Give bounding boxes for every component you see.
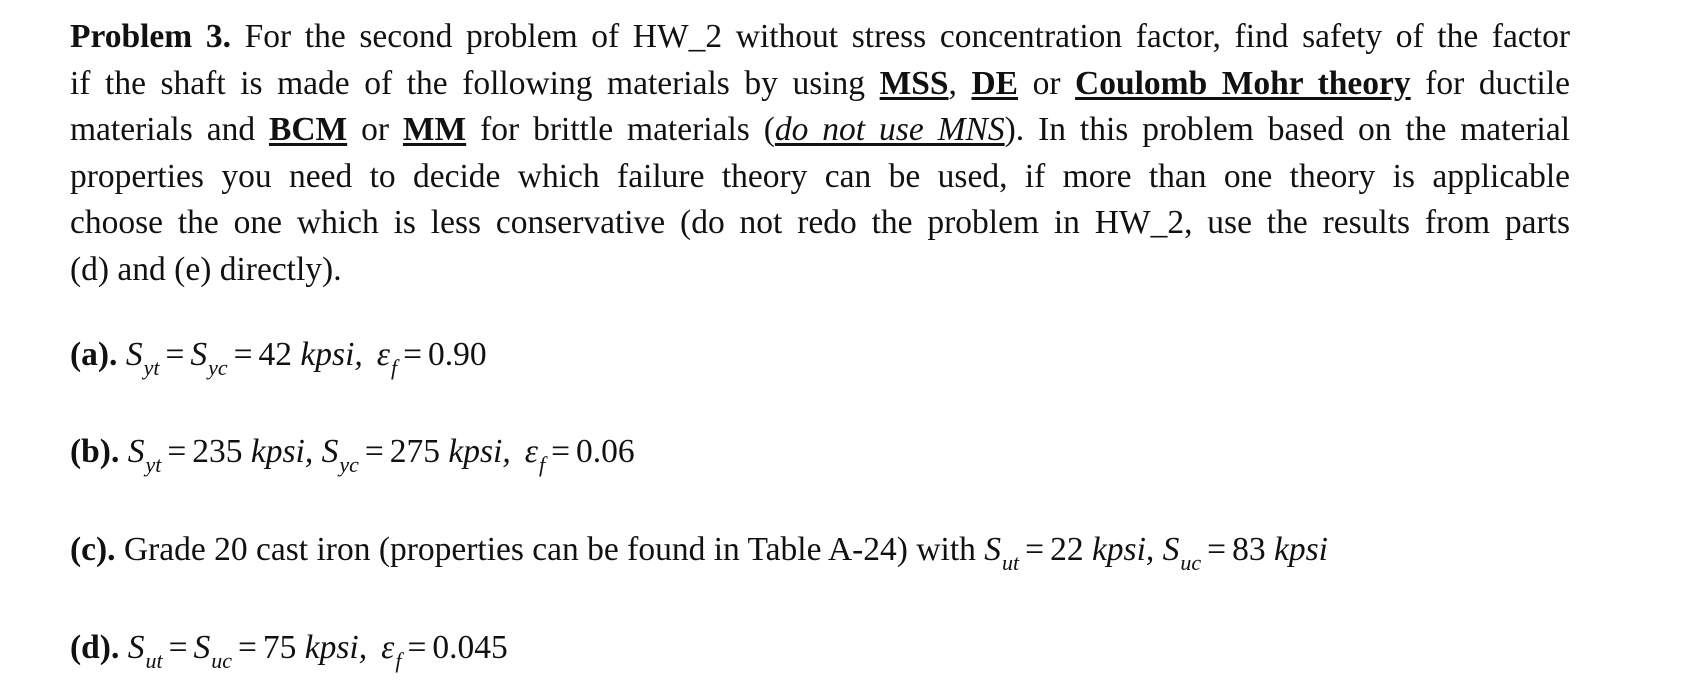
item-a-label: (a). bbox=[70, 336, 118, 373]
problem-heading: Problem 3. bbox=[70, 18, 231, 55]
problem-line-3: materials and BCM or MM for brittle materials (do not use MNS). In this problem based on the material bbox=[70, 111, 1570, 149]
item-b-label: (b). bbox=[70, 433, 120, 470]
problem-line-2: if the shaft is made of the following materials by using MSS, DE or Coulomb Mohr theory for ductile bbox=[70, 64, 1570, 102]
mns-note: do not use MNS bbox=[774, 111, 1005, 149]
item-a: (a). $S_{yt} = S_{yc} = 42$ kpsi, $\varepsilon_f = 0.90$ bbox=[70, 336, 487, 380]
item-d-eps-value: 0.045 bbox=[432, 629, 508, 666]
item-c: (c). Grade 20 cast iron (properties can be found in Table A-24) with $S_{ut} = 22$ kpsi, $S_{uc} = 83$ kpsi bbox=[70, 531, 1328, 575]
item-a-value: 42 bbox=[258, 336, 293, 373]
item-d-label: (d). bbox=[70, 629, 120, 666]
item-a-eps-value: 0.90 bbox=[428, 336, 487, 373]
problem-document bbox=[70, 14, 1570, 673]
item-c-s2-value: 83 bbox=[1232, 531, 1266, 568]
problem-statement bbox=[70, 14, 1570, 294]
mss-term: MSS bbox=[879, 64, 949, 102]
item-c-s1-value: 22 bbox=[1050, 531, 1084, 568]
mm-term: MM bbox=[402, 111, 467, 149]
item-c-label: (c). bbox=[70, 531, 116, 568]
item-c-text: Grade 20 cast iron (properties can be found in Table A-24) with bbox=[115, 531, 985, 568]
bcm-term: BCM bbox=[269, 111, 348, 149]
problem-line-6: (d) and (e) directly). bbox=[70, 250, 342, 288]
item-b-s2-value: 275 bbox=[389, 433, 441, 470]
item-d: (d). $S_{ut} = S_{uc} = 75$ kpsi, $\varepsilon_f = 0.045$ bbox=[70, 629, 508, 673]
problem-line-4: properties you need to decide which failure theory can be used, if more than one theory is applicable bbox=[70, 157, 1570, 195]
problem-line-1: Problem 3. For the second problem of HW_2 without stress concentration factor, find safety of the factor bbox=[70, 18, 1570, 55]
item-d-value: 75 bbox=[262, 629, 297, 666]
item-b-eps-value: 0.06 bbox=[575, 433, 635, 470]
item-b-s1-value: 235 bbox=[192, 433, 243, 470]
problem-line-5: choose the one which is less conservative (do not redo the problem in HW_2, use the results from parts bbox=[70, 204, 1570, 242]
item-b: (b). $S_{yt} = 235$ kpsi, $S_{yc} = 275$ kpsi, $\varepsilon_f = 0.06$ bbox=[70, 433, 635, 477]
de-term: DE bbox=[971, 64, 1018, 102]
coulomb-mohr-term: Coulomb Mohr theory bbox=[1075, 64, 1411, 102]
